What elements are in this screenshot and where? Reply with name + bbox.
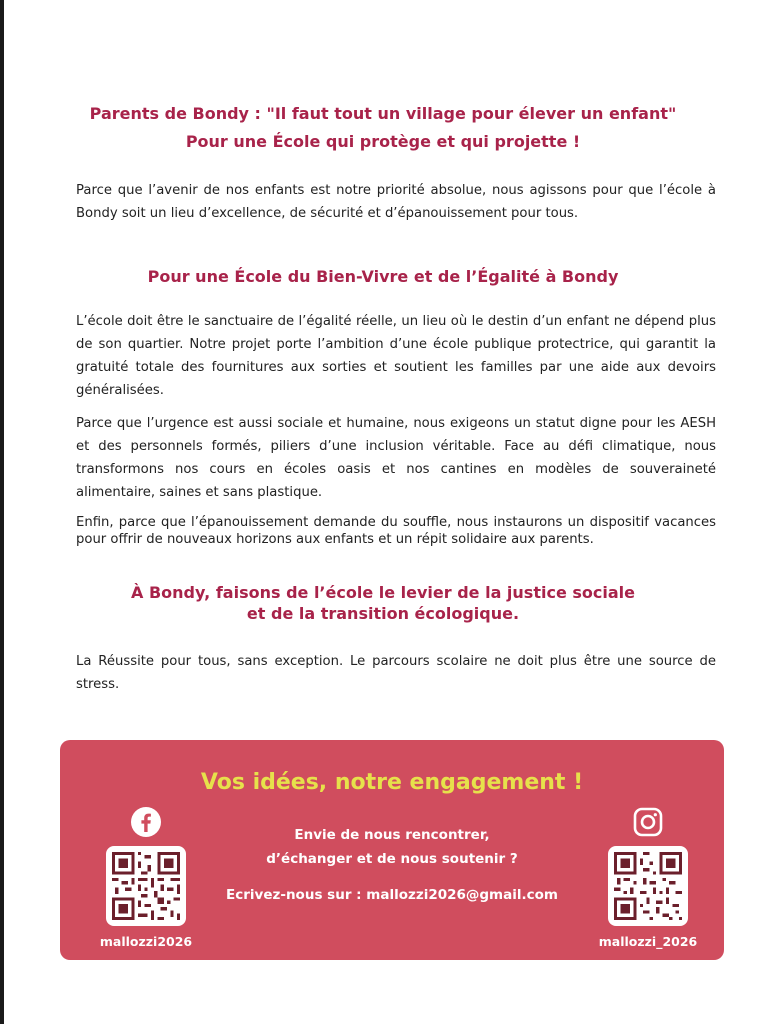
- section1-title: Pour une École du Bien-Vivre et de l’Égalité à Bondy: [147, 267, 619, 286]
- section1-paragraph-2: Parce que l’urgence est aussi sociale et humaine, nous exigeons un statut digne pour les AESH et des personnels formés, piliers d’une inclusion véritable. Face au défi climatique, nous transformons nos cours en écoles oasis et nos cantines en modèles de souveraineté alimentaire, saines et sans plastique.: [76, 416, 716, 500]
- card-title: Vos idées, notre engagement !: [200, 770, 584, 795]
- card-contact-email[interactable]: Ecrivez-nous sur : mallozzi2026@gmail.com: [226, 887, 558, 903]
- page-title-line1: Parents de Bondy : "Il faut tout un village pour élever un enfant": [89, 104, 677, 123]
- section1-paragraph-3: Enfin, parce que l’épanouissement demande du souffle, nous instaurons un dispositif vacances pour offrir de nouveaux horizons aux enfants et un répit solidaire aux parents.: [76, 515, 716, 547]
- facebook-handle[interactable]: mallozzi2026: [99, 934, 193, 949]
- qr-pattern: [614, 852, 682, 920]
- instagram-icon[interactable]: [632, 806, 664, 838]
- section2-title-line2: et de la transition écologique.: [246, 604, 520, 623]
- intro-paragraph: Parce que l’avenir de nos enfants est notre priorité absolue, nous agissons pour que l’école à Bondy soit un lieu d’excellence, de sécurité et d’épanouissement pour tous.: [76, 183, 716, 221]
- card-invite-line2: d’échanger et de nous soutenir ?: [266, 851, 518, 867]
- instagram-block: [593, 806, 703, 949]
- instagram-handle[interactable]: mallozzi_2026: [598, 934, 698, 949]
- facebook-block: [91, 806, 201, 949]
- facebook-icon[interactable]: [130, 806, 162, 838]
- facebook-qr-code[interactable]: [106, 846, 186, 926]
- closing-paragraph: La Réussite pour tous, sans exception. Le parcours scolaire ne doit plus être une source de stress.: [76, 654, 716, 692]
- instagram-qr-code[interactable]: [608, 846, 688, 926]
- qr-pattern: [112, 852, 180, 920]
- page-title-line2: Pour une École qui protège et qui projette !: [185, 132, 581, 151]
- page-edge-bar: [0, 0, 4, 1024]
- card-invite-line1: Envie de nous rencontrer,: [294, 827, 490, 843]
- contact-card: [60, 740, 724, 960]
- section1-paragraph-1: L’école doit être le sanctuaire de l’égalité réelle, un lieu où le destin d’un enfant ne dépend plus de son quartier. Notre projet porte l’ambition d’une école publique protectrice, qui garantit la gratuité totale des fournitures aux sorties et soutient les familles par une aide aux devoirs généralisées.: [76, 314, 716, 398]
- section2-title-line1: À Bondy, faisons de l’école le levier de la justice sociale: [131, 583, 635, 602]
